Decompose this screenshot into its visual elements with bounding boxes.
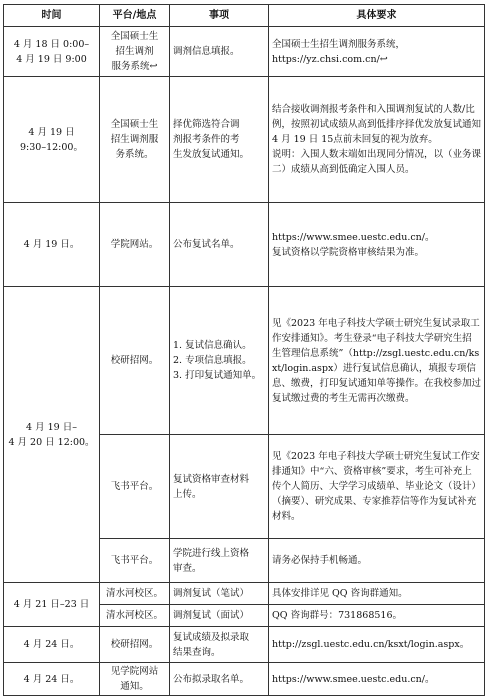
place-cell: 飞书平台。: [100, 435, 170, 539]
table-row: [4, 27, 485, 77]
table-row: [4, 627, 485, 663]
item-cell: 择优筛选符合调 剂报考条件的考 生发放复试通知。: [170, 77, 269, 203]
place-cell: 校研招网。: [100, 627, 170, 663]
time-cell: 4 月 21 日–23 日: [4, 583, 100, 627]
header-requirements: 具体要求: [269, 5, 485, 27]
time-cell: 4 月 19 日– 4 月 20 日 12:00。: [4, 287, 100, 583]
requirement-cell: 见《2023 年电子科技大学硕士研究生复试录取工作安排通知》。考生登录“电子科技大学研究生招生管理信息系统”（http://zsgl.uestc.edu.cn/ksxt/login.aspx）进行复试信息确认，填报专项信息、缴费，打印复试通知单等操作。在我校参加过复试缴过费的考生无需再次缴费。: [269, 287, 485, 435]
header-row: [4, 5, 485, 27]
place-cell: 见学院网站 通知。: [100, 663, 170, 696]
time-cell: 4 月 24 日。: [4, 627, 100, 663]
place-cell: 飞书平台。: [100, 539, 170, 583]
table-row: [4, 287, 485, 435]
requirement-cell: 见《2023 年电子科技大学硕士研究生复试工作安排通知》中“六、资格审核”要求，考生可补充上传个人简历、大学学习成绩单、毕业论文（设计）（摘要）、研究成果、专家推荐信等作为复试补充材料。: [269, 435, 485, 539]
schedule-table: [3, 4, 485, 696]
place-cell: 清水河校区。: [100, 605, 170, 627]
table-row: [4, 663, 485, 696]
place-cell: 校研招网。: [100, 287, 170, 435]
requirement-cell: QQ 咨询群号：731868516。: [269, 605, 485, 627]
item-cell: 调剂复试（面试）: [170, 605, 269, 627]
header-place: 平台/地点: [100, 5, 170, 27]
item-cell: 公布拟录取名单。: [170, 663, 269, 696]
table-row: [4, 203, 485, 287]
place-cell: 全国硕士生 招生调剂 服务系统↩: [100, 27, 170, 77]
item-cell: 调剂复试（笔试）: [170, 583, 269, 605]
time-cell: 4 月 18 日 0:00– 4 月 19 日 9:00: [4, 27, 100, 77]
header-item: 事项: [170, 5, 269, 27]
item-cell: 1. 复试信息确认。 2. 专项信息填报。 3. 打印复试通知单。: [170, 287, 269, 435]
requirement-cell: 结合接收调剂报考条件和入围调剂复试的人数/比例，按照初试成绩从高到低排序择优发放复试通知 4 月 19 日 15点前未回复的视为放弃。 说明：入围人数末端如出现同分情况，以（业务课二）成绩从高到低确定入围人员。: [269, 77, 485, 203]
table-row: [4, 583, 485, 605]
table-row: [4, 77, 485, 203]
item-cell: 复试成绩及拟录取 结果查询。: [170, 627, 269, 663]
item-cell: 复试资格审查材料 上传。: [170, 435, 269, 539]
time-cell: 4 月 19 日。: [4, 203, 100, 287]
requirement-cell: 全国硕士生招生调剂服务系统， https://yz.chsi.com.cn/↩: [269, 27, 485, 77]
item-cell: 学院进行线上资格 审查。: [170, 539, 269, 583]
requirement-cell: http://zsgl.uestc.edu.cn/ksxt/login.aspx。: [269, 627, 485, 663]
place-cell: 学院网站。: [100, 203, 170, 287]
place-cell: 全国硕士生 招生调剂服 务系统。: [100, 77, 170, 203]
header-time: 时间: [4, 5, 100, 27]
requirement-cell: https://www.smee.uestc.edu.cn/。: [269, 663, 485, 696]
place-cell: 清水河校区。: [100, 583, 170, 605]
requirement-cell: 请务必保持手机畅通。: [269, 539, 485, 583]
item-cell: 公布复试名单。: [170, 203, 269, 287]
requirement-cell: 具体安排详见 QQ 咨询群通知。: [269, 583, 485, 605]
requirement-cell: https://www.smee.uestc.edu.cn/。 复试资格以学院资格审核结果为准。: [269, 203, 485, 287]
time-cell: 4 月 24 日。: [4, 663, 100, 696]
item-cell: 调剂信息填报。: [170, 27, 269, 77]
time-cell: 4 月 19 日 9:30–12:00。: [4, 77, 100, 203]
